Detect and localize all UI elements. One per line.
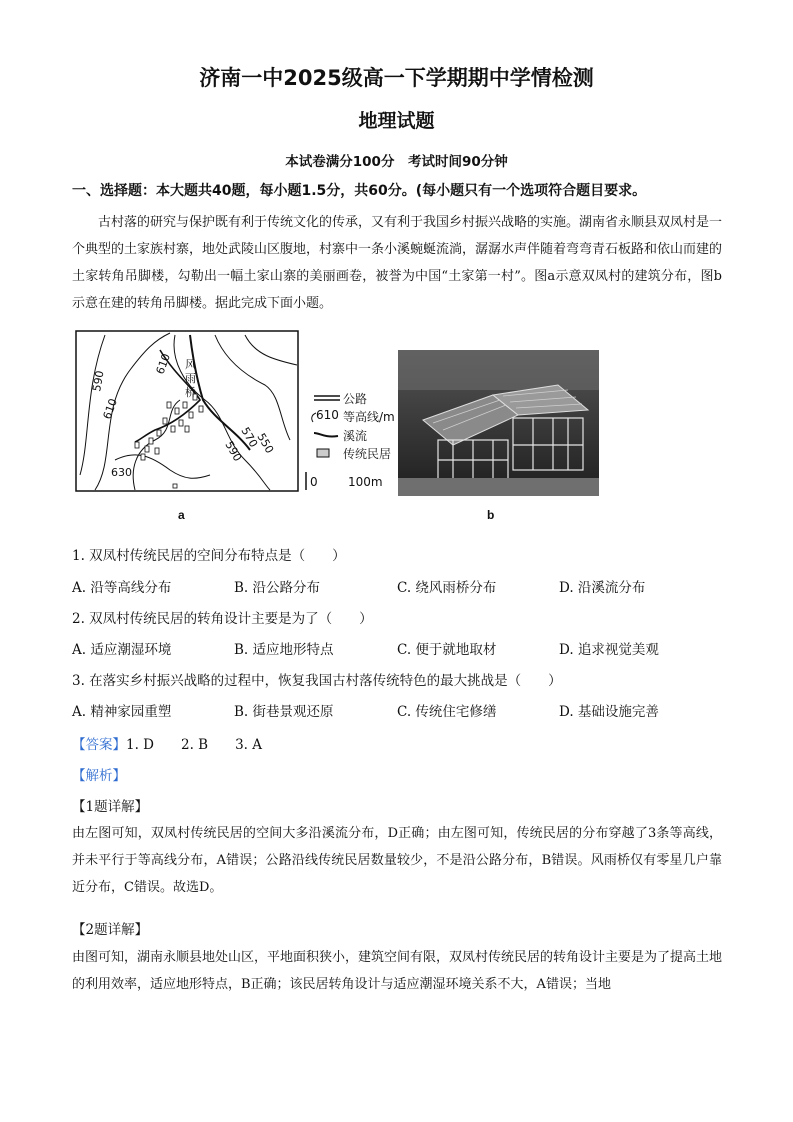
question-2-stem: 2. 双凤村传统民居的转角设计主要是为了（ ） (72, 611, 373, 627)
figure-b-caption: b (487, 508, 495, 522)
option-c[interactable]: C. 便于就地取材 (397, 642, 497, 658)
question-3-stem: 3. 在落实乡村振兴战略的过程中，恢复我国古村落传统特色的最大挑战是（ ） (72, 673, 562, 689)
legend-contour-value: 610 (316, 408, 339, 422)
contour-label: 610 (153, 351, 174, 377)
legend-contour: 等高线/m (343, 410, 395, 424)
contour-label: 630 (111, 466, 132, 479)
contour-label: 590 (90, 369, 107, 393)
exam-info: 本试卷满分100分 考试时间90分钟 (285, 154, 508, 170)
intro-paragraph: 古村落的研究与保护既有利于传统文化的传承，又有利于我国乡村振兴战略的实施。湖南省永顺县双凤村是一个典型的土家族村寨，地处武陵山区腹地，村寨中一条小溪蜿蜒流淌，潺潺水声伴随着弯弯青石板路和依山而建的土家转角吊脚楼，勾勒出一幅土家山寨的美丽画卷，被誉为中国“土家第一村”。图a示意双凤村的建筑分布，图b示意在建的转角吊脚楼。据此完成下面小题。 (72, 215, 723, 311)
contour-label: 610 (100, 396, 121, 422)
figure-a-caption: a (178, 508, 185, 522)
map-label-bridge: 桥 (185, 386, 196, 399)
contour-map (75, 330, 303, 496)
contour-label: 570 (238, 425, 261, 450)
map-label-bridge: 风 (185, 358, 196, 371)
answer-label: 【答案】 (72, 737, 126, 753)
detail-2-text: 由图可知，湖南永顺县地处山区，平地面积狭小，建筑空间有限，双凤村传统民居的转角设计主要是为了提高土地的利用效率，适应地形特点，B正确；该民居转角设计与适应潮湿环境关系不大，A错误；当地 (72, 950, 723, 992)
option-d[interactable]: D. 基础设施完善 (559, 704, 659, 720)
contour-label: 550 (254, 431, 277, 456)
option-b[interactable]: B. 街巷景观还原 (234, 704, 334, 720)
option-a[interactable]: A. 精神家园重塑 (72, 704, 172, 720)
exam-title: 济南一中2025级高一下学期期中学情检测 (199, 66, 594, 90)
question-1-stem: 1. 双凤村传统民居的空间分布特点是（ ） (72, 548, 346, 564)
section-heading: 一、选择题：本大题共40题，每小题1.5分，共60分。(每小题只有一个选项符合题目要求。 (72, 183, 647, 199)
option-a[interactable]: A. 沿等高线分布 (72, 580, 172, 596)
legend-road: 公路 (343, 392, 368, 406)
exam-subject: 地理试题 (358, 110, 435, 132)
option-c[interactable]: C. 绕风雨桥分布 (397, 580, 497, 596)
scale-zero: 0 (310, 475, 318, 489)
legend-house: 传统民居 (343, 447, 392, 461)
detail-1-text: 由左图可知，双凤村传统民居的空间大多沿溪流分布，D正确；由左图可知，传统民居的分布穿越了3条等高线，并未平行于等高线分布，A错误；公路沿线传统民居数量较少，不是沿公路分布，B错误。风雨桥仅有零星几户靠近分布，C错误。故选D。 (72, 826, 722, 895)
option-a[interactable]: A. 适应潮湿环境 (72, 642, 172, 658)
legend-stream: 溪流 (343, 429, 368, 443)
detail-2-label: 【2题详解】 (72, 922, 149, 938)
option-c[interactable]: C. 传统住宅修缮 (397, 704, 497, 720)
option-b[interactable]: B. 沿公路分布 (234, 580, 321, 596)
option-b[interactable]: B. 适应地形特点 (234, 642, 334, 658)
contour-label: 590 (222, 439, 245, 464)
detail-1-label: 【1题详解】 (72, 799, 149, 815)
answer-line (72, 733, 722, 753)
road-legend-icon (312, 392, 342, 404)
option-d[interactable]: D. 追求视觉美观 (559, 642, 659, 658)
map-label-bridge: 雨 (185, 372, 196, 385)
scale-distance: 100m (348, 475, 383, 489)
figure-a-map (75, 330, 303, 496)
answer-text: 1. D 2. B 3. A (126, 737, 263, 753)
figure-b-photo (398, 350, 599, 496)
analysis-label: 【解析】 (72, 768, 126, 784)
option-d[interactable]: D. 沿溪流分布 (559, 580, 646, 596)
house-legend-icon (316, 447, 330, 459)
stream-legend-icon (312, 430, 340, 440)
stilt-house-photo (398, 350, 599, 496)
